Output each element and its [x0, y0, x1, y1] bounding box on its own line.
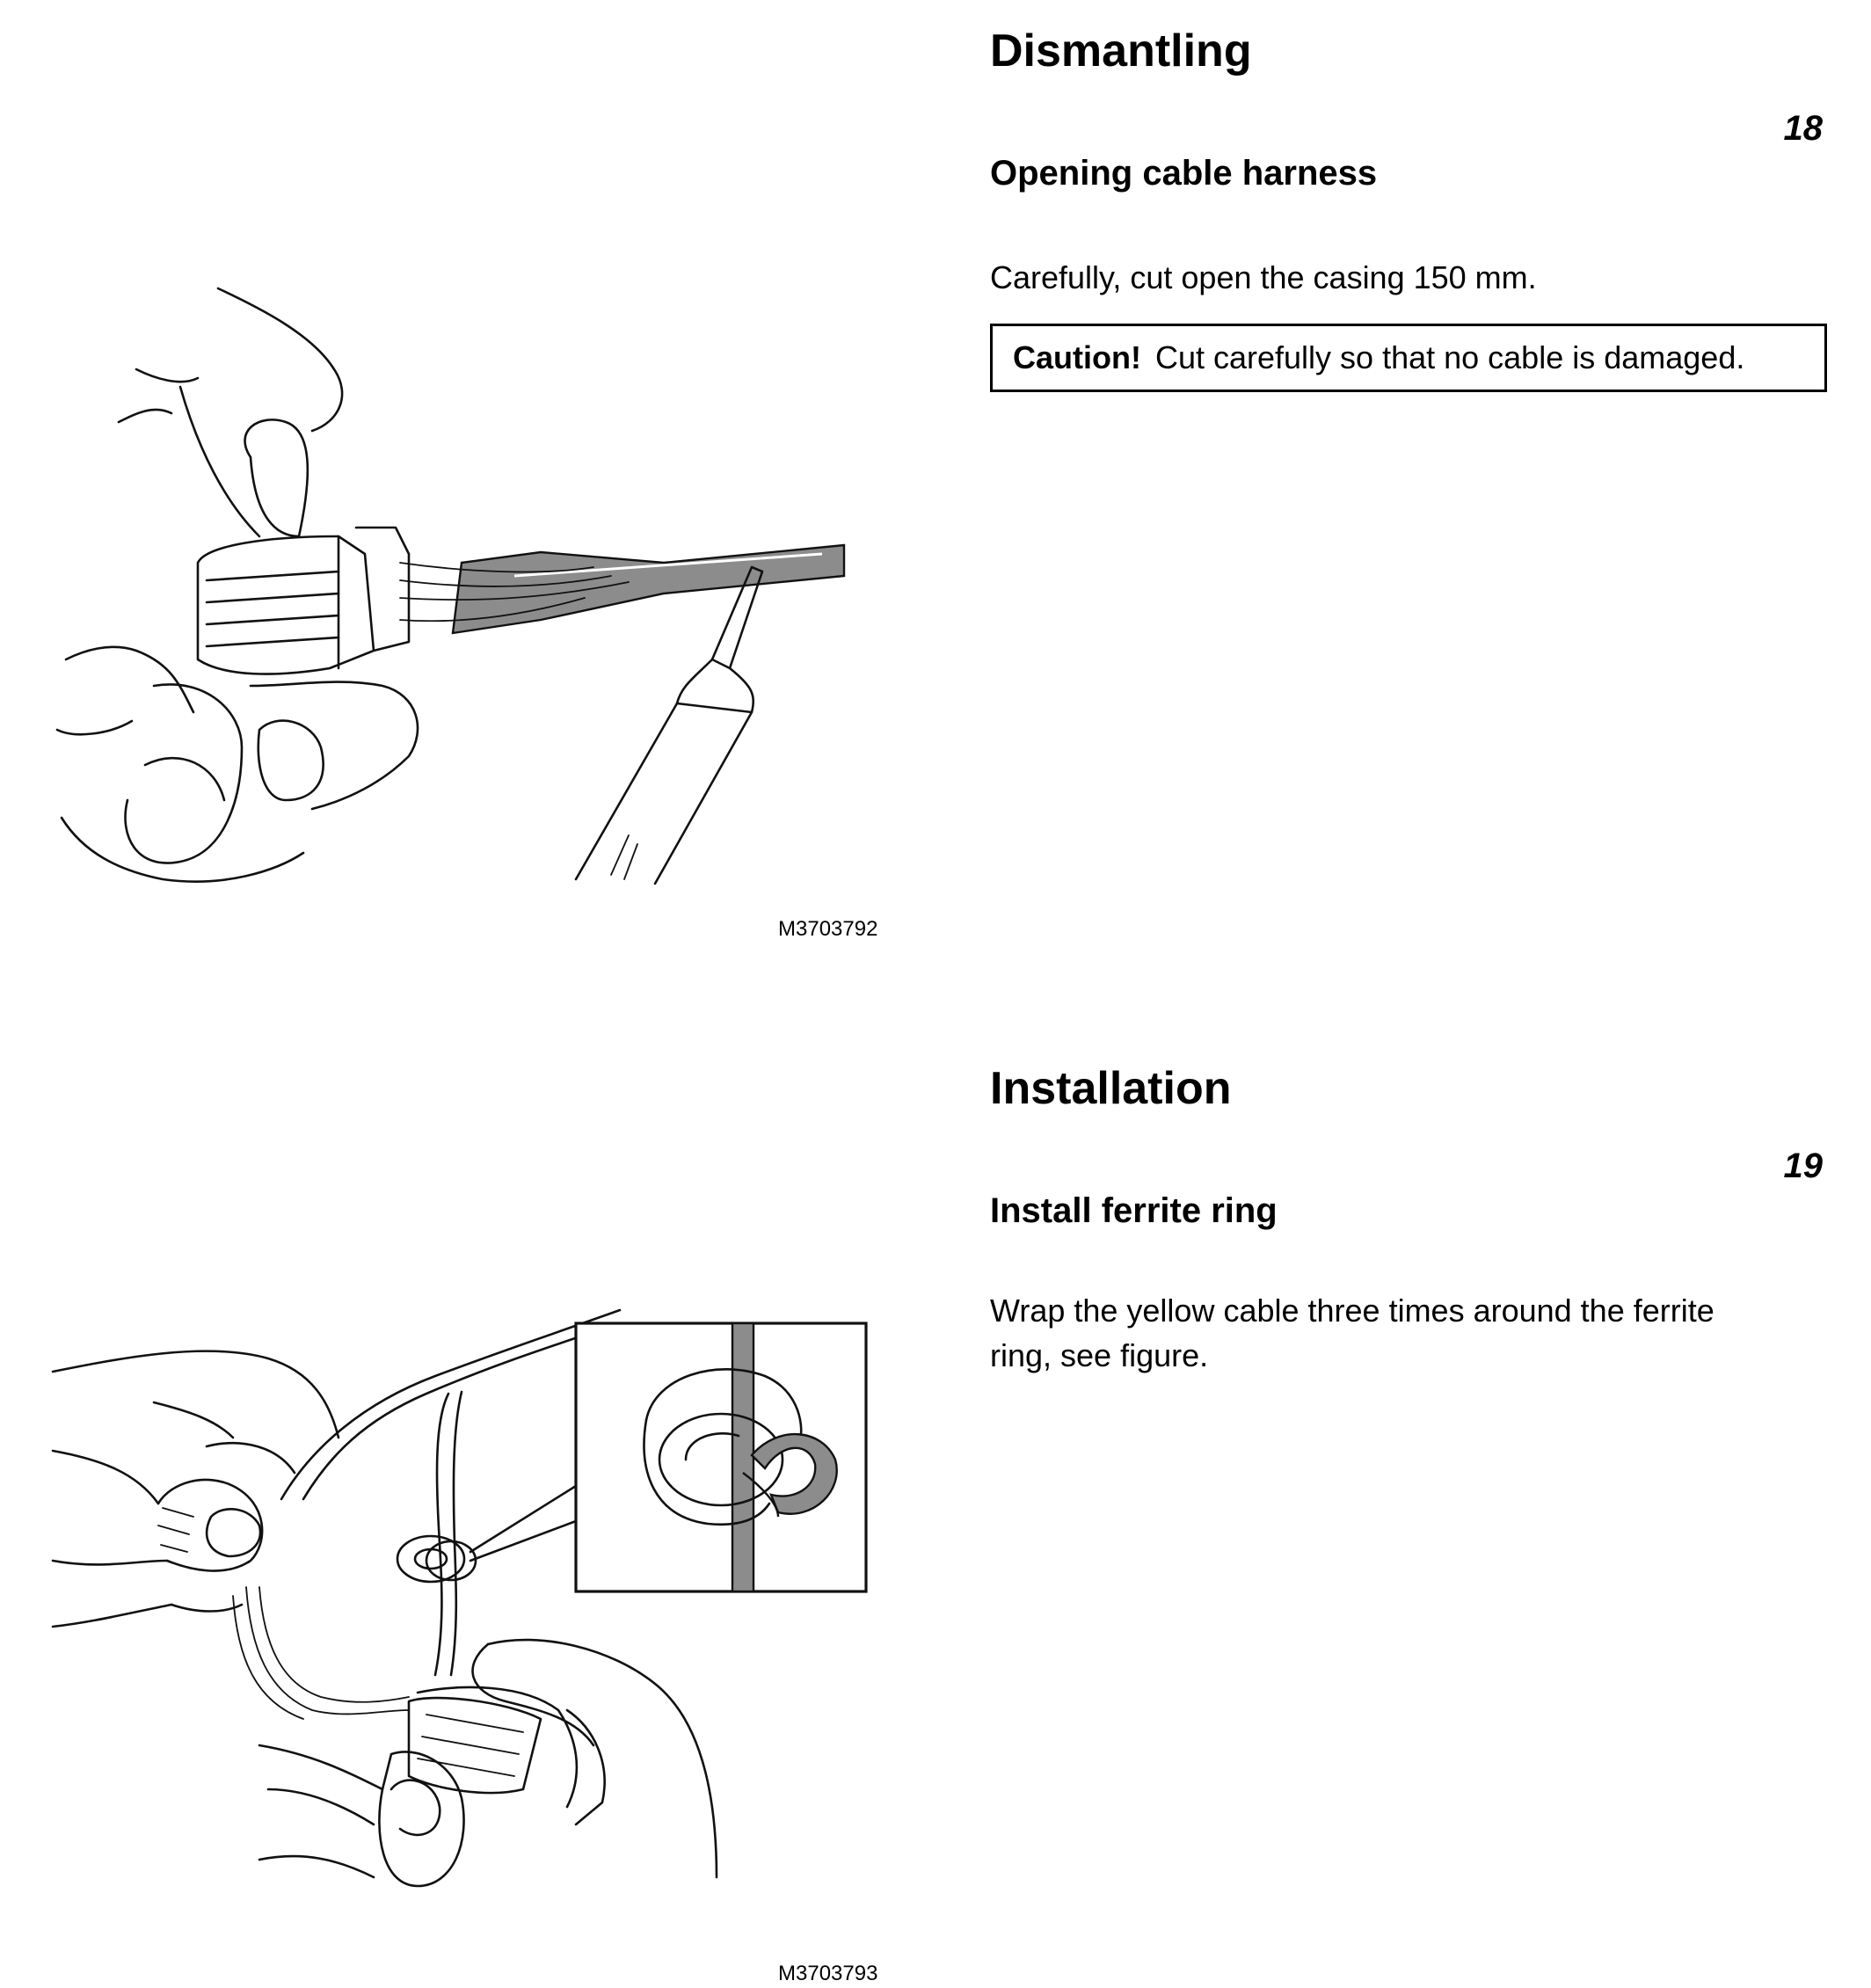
section-heading: Installation: [990, 1063, 1232, 1114]
step-number: 18: [1783, 109, 1823, 148]
figure-cutting-cable-harness: [48, 273, 892, 906]
figure-code: M3703792: [778, 917, 878, 941]
caution-label: Caution!: [1013, 339, 1141, 375]
section-heading: Dismantling: [990, 25, 1252, 76]
section-dismantling: [0, 0, 1871, 985]
step-title: Install ferrite ring: [990, 1191, 1278, 1230]
section-installation: [0, 985, 1871, 1988]
caution-notice: [990, 324, 1827, 392]
step-instruction: Carefully, cut open the casing 150 mm.: [990, 259, 1537, 295]
figure-ferrite-ring: [48, 1297, 892, 1895]
step-title: Opening cable harness: [990, 154, 1378, 193]
step-instruction: Wrap the yellow cable three times around the ferrite ring, see figure.: [990, 1293, 1714, 1373]
caution-text: Cut carefully so that no cable is damaged.: [1154, 339, 1745, 375]
step-number: 19: [1783, 1147, 1823, 1185]
figure-code: M3703793: [778, 1962, 878, 1985]
